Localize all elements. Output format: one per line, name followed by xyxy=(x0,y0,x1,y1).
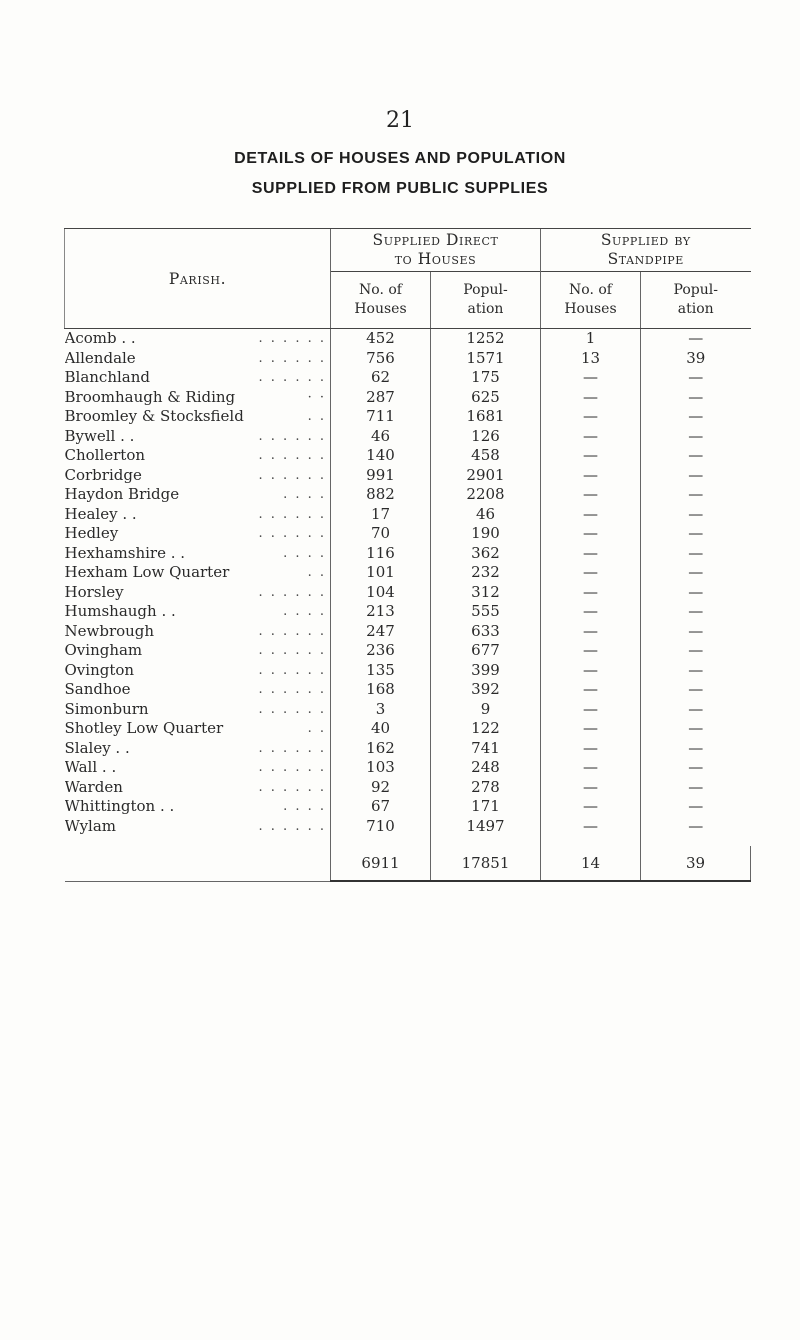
direct-houses-cell: 882 xyxy=(331,485,431,505)
direct-population-cell: 625 xyxy=(431,388,541,408)
table-row xyxy=(65,427,751,447)
parish-name: Acomb . . xyxy=(64,329,136,347)
table-row xyxy=(65,641,751,661)
parish-cell xyxy=(65,583,331,603)
table-row xyxy=(65,817,751,837)
standpipe-population-cell: — xyxy=(641,661,751,681)
leader-dots: . . . . . . xyxy=(258,779,326,795)
spacer-cell xyxy=(331,836,431,846)
direct-population-cell: 1497 xyxy=(431,817,541,837)
parish-name: Hexhamshire . . xyxy=(64,543,186,562)
houses-header-line1: No. of xyxy=(359,282,402,298)
leader-dots: . . . . . . xyxy=(258,506,326,522)
direct-houses-cell: 287 xyxy=(331,388,431,408)
parish-cell xyxy=(65,700,331,720)
standpipe-population-cell: — xyxy=(641,778,751,798)
standpipe-houses-cell: — xyxy=(541,466,641,486)
direct-population-cell: 122 xyxy=(431,719,541,739)
parish-cell xyxy=(65,758,331,778)
standpipe-houses-cell: — xyxy=(541,544,641,564)
population-header-line1: Popul- xyxy=(673,282,718,298)
parish-name: Humshaugh . . xyxy=(64,602,176,620)
parish-name: Hexham Low Quarter xyxy=(64,563,230,581)
leader-dots: . . xyxy=(307,721,326,736)
parish-name: Haydon Bridge xyxy=(64,485,180,503)
standpipe-population-cell: — xyxy=(641,407,751,427)
parish-name: Healey . . xyxy=(64,504,137,523)
parish-cell xyxy=(65,427,331,447)
total-standpipe-houses: 14 xyxy=(541,846,641,881)
standpipe-population-cell: — xyxy=(641,739,751,759)
direct-population-cell: 175 xyxy=(431,368,541,388)
leader-dots: · · xyxy=(307,389,326,405)
standpipe-houses-cell: — xyxy=(541,661,641,681)
standpipe-group-header xyxy=(541,229,751,272)
standpipe-houses-cell: — xyxy=(541,797,641,817)
direct-population-cell: 677 xyxy=(431,641,541,661)
table-row xyxy=(65,544,751,564)
standpipe-population-cell: — xyxy=(641,505,751,525)
parish-cell xyxy=(65,466,331,486)
direct-population-cell: 232 xyxy=(431,563,541,583)
direct-houses-cell: 17 xyxy=(331,505,431,525)
standpipe-houses-header xyxy=(541,272,641,329)
parish-name: Shotley Low Quarter xyxy=(64,719,224,737)
parish-name: Hedley xyxy=(64,524,119,542)
standpipe-houses-cell: — xyxy=(541,563,641,583)
direct-population-cell: 278 xyxy=(431,778,541,798)
direct-population-cell: 555 xyxy=(431,602,541,622)
table-row xyxy=(65,700,751,720)
direct-houses-cell: 92 xyxy=(331,778,431,798)
population-header-line1: Popul- xyxy=(463,282,508,298)
direct-population-cell: 2901 xyxy=(431,466,541,486)
direct-houses-cell: 103 xyxy=(331,758,431,778)
standpipe-population-cell: — xyxy=(641,719,751,739)
standpipe-population-cell: — xyxy=(641,388,751,408)
direct-population-cell: 741 xyxy=(431,739,541,759)
direct-houses-cell: 452 xyxy=(331,329,431,349)
direct-houses-cell: 3 xyxy=(331,700,431,720)
direct-houses-cell: 46 xyxy=(331,427,431,447)
standpipe-population-cell: — xyxy=(641,485,751,505)
direct-population-cell: 126 xyxy=(431,427,541,447)
parish-cell xyxy=(65,485,331,505)
table-row xyxy=(65,661,751,681)
leader-dots: . . . . . . xyxy=(258,818,326,834)
standpipe-population-cell: — xyxy=(641,583,751,603)
standpipe-houses-cell: — xyxy=(541,817,641,837)
direct-group-line2: to Houses xyxy=(394,250,477,268)
parish-cell xyxy=(65,563,331,583)
table-row xyxy=(65,797,751,817)
parish-cell xyxy=(65,505,331,525)
parish-name: Whittington . . xyxy=(64,797,175,815)
standpipe-houses-cell: — xyxy=(541,583,641,603)
direct-population-cell: 190 xyxy=(431,524,541,544)
direct-houses-cell: 162 xyxy=(331,739,431,759)
direct-houses-cell: 756 xyxy=(331,349,431,369)
direct-houses-cell: 104 xyxy=(331,583,431,603)
standpipe-houses-cell: — xyxy=(541,641,641,661)
spacer-cell xyxy=(65,836,331,846)
table-row xyxy=(65,622,751,642)
leader-dots: . . . . . . xyxy=(258,584,326,600)
leader-dots: . . xyxy=(307,409,326,424)
page-title: DETAILS OF HOUSES AND POPULATION xyxy=(234,150,566,167)
leader-dots: . . . . xyxy=(283,545,326,561)
standpipe-houses-cell: — xyxy=(541,739,641,759)
direct-houses-cell: 168 xyxy=(331,680,431,700)
direct-houses-cell: 711 xyxy=(331,407,431,427)
standpipe-houses-cell: — xyxy=(541,388,641,408)
table-row xyxy=(65,368,751,388)
parish-cell xyxy=(65,368,331,388)
leader-dots: . . . . xyxy=(283,799,326,814)
table-row xyxy=(65,388,751,408)
table-row xyxy=(65,680,751,700)
direct-population-cell: 1681 xyxy=(431,407,541,427)
standpipe-houses-cell: — xyxy=(541,407,641,427)
standpipe-houses-cell: — xyxy=(541,680,641,700)
totals-label-cell xyxy=(65,846,331,881)
leader-dots: . . . . . . xyxy=(258,370,326,385)
leader-dots: . . . . xyxy=(283,487,326,502)
parish-column-header: Parish. xyxy=(65,229,331,329)
leader-dots: . . . . . . xyxy=(258,331,326,346)
total-direct-population: 17851 xyxy=(431,846,541,881)
standpipe-population-cell: — xyxy=(641,524,751,544)
table-row xyxy=(65,466,751,486)
houses-header-line2: Houses xyxy=(564,301,617,317)
standpipe-houses-cell: — xyxy=(541,602,641,622)
leader-dots: . . xyxy=(307,565,326,580)
standpipe-houses-cell: — xyxy=(541,719,641,739)
parish-cell xyxy=(65,446,331,466)
standpipe-population-cell: — xyxy=(641,368,751,388)
standpipe-population-cell: — xyxy=(641,544,751,564)
leader-dots: . . . . . . xyxy=(258,662,326,678)
spacer-row xyxy=(65,836,751,846)
standpipe-population-cell: — xyxy=(641,797,751,817)
direct-population-cell: 362 xyxy=(431,544,541,564)
parish-name: Blanchland xyxy=(64,368,150,386)
direct-group-line1: Supplied Direct xyxy=(372,231,499,249)
leader-dots: . . . . . . xyxy=(258,760,326,775)
direct-houses-cell: 40 xyxy=(331,719,431,739)
standpipe-houses-cell: — xyxy=(541,778,641,798)
table-row xyxy=(65,349,751,369)
leader-dots: . . . . . . xyxy=(258,701,326,717)
parish-cell xyxy=(65,622,331,642)
table-row xyxy=(65,407,751,427)
direct-population-cell: 2208 xyxy=(431,485,541,505)
standpipe-population-cell: — xyxy=(641,446,751,466)
table-row xyxy=(65,563,751,583)
parish-name: Horsley xyxy=(64,582,124,601)
direct-houses-cell: 135 xyxy=(331,661,431,681)
standpipe-population-cell: 39 xyxy=(641,349,751,369)
standpipe-houses-cell: — xyxy=(541,368,641,388)
standpipe-houses-cell: 1 xyxy=(541,329,641,349)
standpipe-population-cell: — xyxy=(641,680,751,700)
standpipe-population-cell: — xyxy=(641,427,751,447)
parish-name: Broomhaugh & Riding xyxy=(64,387,236,406)
direct-houses-cell: 213 xyxy=(331,602,431,622)
table-row xyxy=(65,329,751,349)
parish-cell xyxy=(65,349,331,369)
direct-population-cell: 633 xyxy=(431,622,541,642)
direct-houses-cell: 116 xyxy=(331,544,431,564)
leader-dots: . . . . . . xyxy=(258,526,326,541)
parish-cell xyxy=(65,329,331,349)
direct-houses-cell: 247 xyxy=(331,622,431,642)
parish-name: Newbrough xyxy=(64,621,155,640)
standpipe-group-line1: Supplied by xyxy=(600,231,691,249)
direct-houses-cell: 101 xyxy=(331,563,431,583)
parish-name: Sandhoe xyxy=(64,680,131,698)
standpipe-houses-cell: — xyxy=(541,427,641,447)
parish-cell xyxy=(65,719,331,739)
population-header-line2: ation xyxy=(677,301,714,317)
table-row xyxy=(65,524,751,544)
direct-houses-cell: 67 xyxy=(331,797,431,817)
direct-houses-header xyxy=(331,272,431,329)
direct-houses-cell: 62 xyxy=(331,368,431,388)
direct-houses-cell: 991 xyxy=(331,466,431,486)
standpipe-population-cell: — xyxy=(641,563,751,583)
standpipe-population-cell: — xyxy=(641,641,751,661)
table-row xyxy=(65,758,751,778)
leader-dots: . . . . . . xyxy=(258,448,326,463)
population-header-line2: ation xyxy=(467,301,504,317)
parish-cell xyxy=(65,797,331,817)
table-row xyxy=(65,485,751,505)
direct-population-cell: 46 xyxy=(431,505,541,525)
table-body xyxy=(65,329,751,882)
parish-cell xyxy=(65,680,331,700)
direct-population-cell: 171 xyxy=(431,797,541,817)
spacer-cell xyxy=(431,836,541,846)
standpipe-population-cell: — xyxy=(641,700,751,720)
standpipe-houses-cell: — xyxy=(541,505,641,525)
standpipe-group-line2: Standpipe xyxy=(607,250,684,268)
direct-houses-cell: 140 xyxy=(331,446,431,466)
page-subtitle: SUPPLIED FROM PUBLIC SUPPLIES xyxy=(251,180,549,197)
table-row xyxy=(65,446,751,466)
standpipe-houses-cell: 13 xyxy=(541,349,641,369)
standpipe-population-cell: — xyxy=(641,817,751,837)
parish-cell xyxy=(65,641,331,661)
direct-population-cell: 9 xyxy=(431,700,541,720)
standpipe-houses-cell: — xyxy=(541,700,641,720)
parish-cell xyxy=(65,778,331,798)
standpipe-houses-cell: — xyxy=(541,524,641,544)
parish-name: Simonburn xyxy=(64,699,149,718)
parish-name: Bywell . . xyxy=(64,426,135,445)
leader-dots: . . . . . . xyxy=(258,740,326,756)
standpipe-houses-cell: — xyxy=(541,622,641,642)
total-direct-houses: 6911 xyxy=(331,846,431,881)
parish-name: Chollerton xyxy=(64,446,146,464)
page-number: 21 xyxy=(386,108,414,133)
totals-row xyxy=(65,846,751,881)
direct-houses-cell: 236 xyxy=(331,641,431,661)
parish-name: Wall . . xyxy=(64,758,117,776)
direct-population-cell: 248 xyxy=(431,758,541,778)
direct-supply-group-header xyxy=(331,229,541,272)
houses-header-line2: Houses xyxy=(354,301,407,317)
table-row xyxy=(65,583,751,603)
parish-cell xyxy=(65,388,331,408)
parish-cell xyxy=(65,544,331,564)
direct-population-cell: 1571 xyxy=(431,349,541,369)
leader-dots: . . . . . . xyxy=(258,682,326,697)
leader-dots: . . . . . . xyxy=(258,350,326,366)
leader-dots: . . . . . . xyxy=(258,643,326,658)
standpipe-houses-cell: — xyxy=(541,446,641,466)
table-row xyxy=(65,602,751,622)
parish-name: Ovington xyxy=(64,660,135,679)
parish-cell xyxy=(65,817,331,837)
standpipe-population-cell: — xyxy=(641,622,751,642)
leader-dots: . . . . . . xyxy=(258,623,326,639)
direct-population-cell: 312 xyxy=(431,583,541,603)
spacer-cell xyxy=(541,836,641,846)
parish-name: Broomley & Stocksfield xyxy=(64,407,244,425)
table-row xyxy=(65,719,751,739)
houses-header-line1: No. of xyxy=(569,282,612,298)
standpipe-houses-cell: — xyxy=(541,758,641,778)
direct-population-cell: 392 xyxy=(431,680,541,700)
leader-dots: . . . . . . xyxy=(258,428,326,444)
direct-population-cell: 399 xyxy=(431,661,541,681)
standpipe-population-cell: — xyxy=(641,329,751,349)
leader-dots: . . . . . . xyxy=(258,467,326,483)
parish-name: Corbridge xyxy=(64,465,142,484)
standpipe-houses-cell: — xyxy=(541,485,641,505)
leader-dots: . . . . xyxy=(283,604,326,619)
direct-population-cell: 1252 xyxy=(431,329,541,349)
direct-houses-cell: 710 xyxy=(331,817,431,837)
parish-cell xyxy=(65,524,331,544)
spacer-cell xyxy=(641,836,751,846)
parish-cell xyxy=(65,739,331,759)
standpipe-population-cell: — xyxy=(641,466,751,486)
total-standpipe-population: 39 xyxy=(641,846,751,881)
direct-population-header xyxy=(431,272,541,329)
table-row xyxy=(65,739,751,759)
parish-cell xyxy=(65,602,331,622)
houses-population-table xyxy=(64,228,751,882)
parish-name: Ovingham xyxy=(64,641,143,659)
table-row xyxy=(65,505,751,525)
direct-houses-cell: 70 xyxy=(331,524,431,544)
standpipe-population-cell: — xyxy=(641,758,751,778)
parish-name: Warden xyxy=(64,777,123,796)
parish-name: Wylam xyxy=(64,816,117,835)
parish-cell xyxy=(65,661,331,681)
standpipe-population-cell: — xyxy=(641,602,751,622)
table-row xyxy=(65,778,751,798)
standpipe-population-header xyxy=(641,272,751,329)
parish-name: Slaley . . xyxy=(64,738,130,757)
parish-cell xyxy=(65,407,331,427)
parish-name: Allendale xyxy=(64,348,136,367)
direct-population-cell: 458 xyxy=(431,446,541,466)
